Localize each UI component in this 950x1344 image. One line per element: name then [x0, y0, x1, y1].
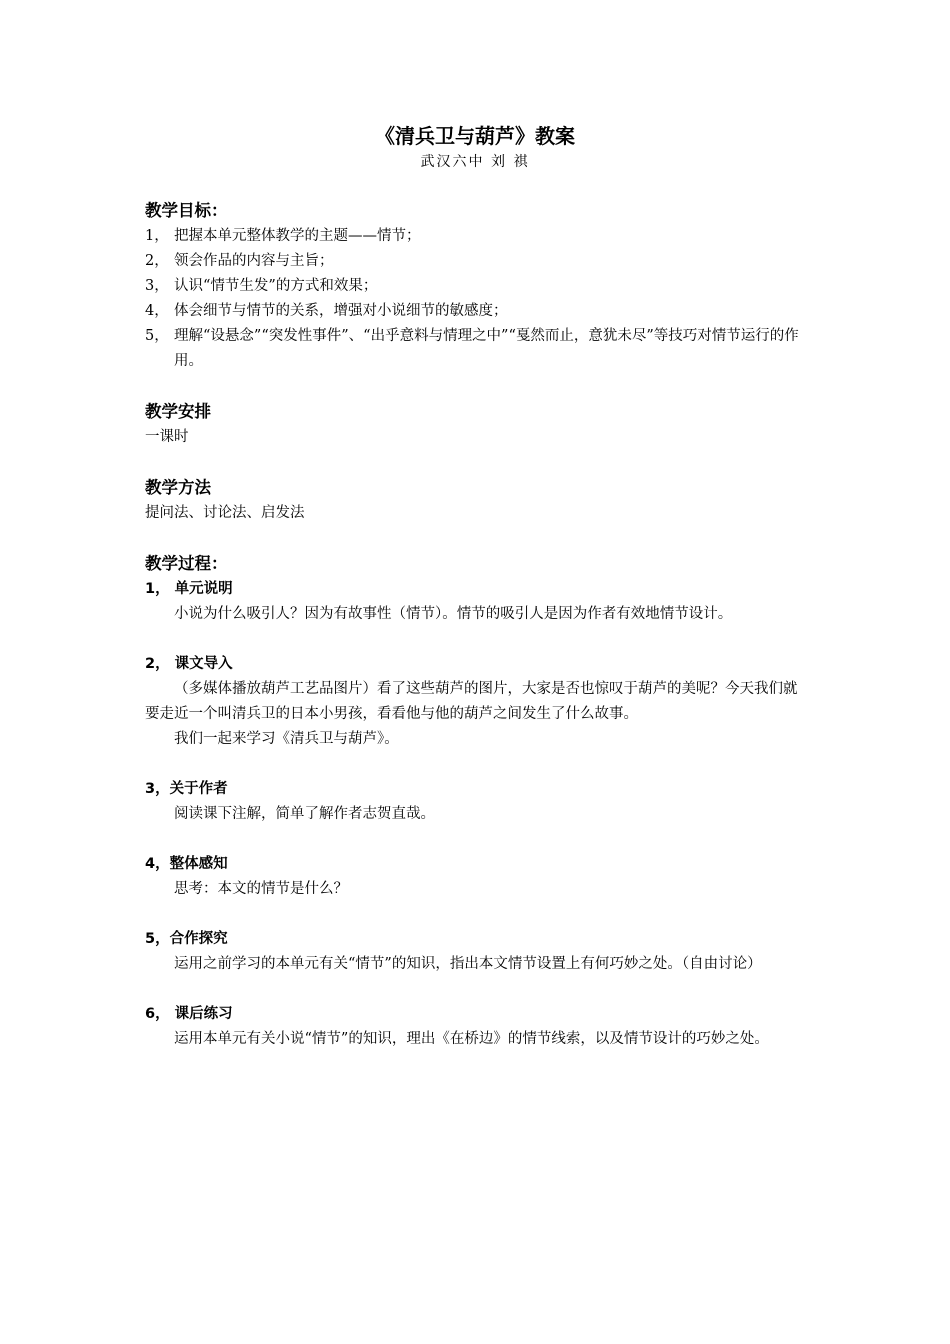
objective-item	[145, 299, 810, 324]
objective-text: 把握本单元整体教学的主题——情节；	[174, 228, 421, 244]
about-author-heading: 3，关于作者	[145, 781, 228, 797]
homework-text: 运用本单元有关小说“情节”的知识，理出《在桥边》的情节线索，以及情节设计的巧妙之处。	[174, 1031, 769, 1047]
document-title: 《清兵卫与葫芦》教案	[375, 124, 575, 148]
homework-heading: 6， 课后练习	[145, 1006, 233, 1022]
about-author-text: 阅读课下注解，简单了解作者志贺直哉。	[174, 806, 435, 822]
methods-heading: 教学方法	[145, 478, 211, 497]
arrangement-heading: 教学安排	[145, 402, 211, 421]
lesson-intro-heading: 2， 课文导入	[145, 656, 233, 672]
objective-item	[145, 324, 810, 374]
overall-perception-text: 思考：本文的情节是什么？	[174, 881, 348, 897]
overall-perception-heading: 4，整体感知	[145, 856, 228, 872]
unit-intro-heading: 1， 单元说明	[145, 581, 233, 597]
objective-number: 1，	[145, 228, 169, 244]
objective-text: 领会作品的内容与主旨；	[174, 253, 334, 269]
cooperative-inquiry-text: 运用之前学习的本单元有关“情节”的知识，指出本文情节设置上有何巧妙之处。（自由讨论）	[174, 956, 762, 972]
arrangement-text: 一课时	[145, 429, 189, 445]
document-author: 武汉六中 刘 祺	[420, 154, 530, 170]
objective-item	[145, 249, 810, 274]
objectives-heading: 教学目标：	[145, 201, 228, 220]
objective-text: 体会细节与情节的关系，增强对小说细节的敏感度；	[174, 303, 508, 319]
objective-number: 4，	[145, 303, 169, 319]
objective-text: 认识“情节生发”的方式和效果；	[174, 278, 378, 294]
document-body	[145, 198, 810, 1052]
process-heading: 教学过程：	[145, 554, 228, 573]
methods-text: 提问法、讨论法、启发法	[145, 505, 305, 521]
objective-number: 3，	[145, 278, 169, 294]
objective-number: 5，	[145, 328, 169, 344]
cooperative-inquiry-heading: 5，合作探究	[145, 931, 228, 947]
objective-item	[145, 224, 810, 249]
objective-number: 2，	[145, 253, 169, 269]
lesson-intro-text: 我们一起来学习《清兵卫与葫芦》。	[174, 731, 399, 747]
unit-intro-text: 小说为什么吸引人？因为有故事性（情节）。情节的吸引人是因为作者有效地情节设计。	[174, 606, 733, 622]
objective-item	[145, 274, 810, 299]
lesson-intro-text: （多媒体播放葫芦工艺品图片）看了这些葫芦的图片，大家是否也惊叹于葫芦的美呢？今天我们就要走近一个叫清兵卫的日本小男孩，看看他与他的葫芦之间发生了什么故事。	[145, 681, 798, 722]
objective-text: 理解“设悬念”“突发性事件”、“出乎意料与情理之中”“戛然而止，意犹未尽”等技巧对情节运行的作用。	[174, 328, 799, 369]
